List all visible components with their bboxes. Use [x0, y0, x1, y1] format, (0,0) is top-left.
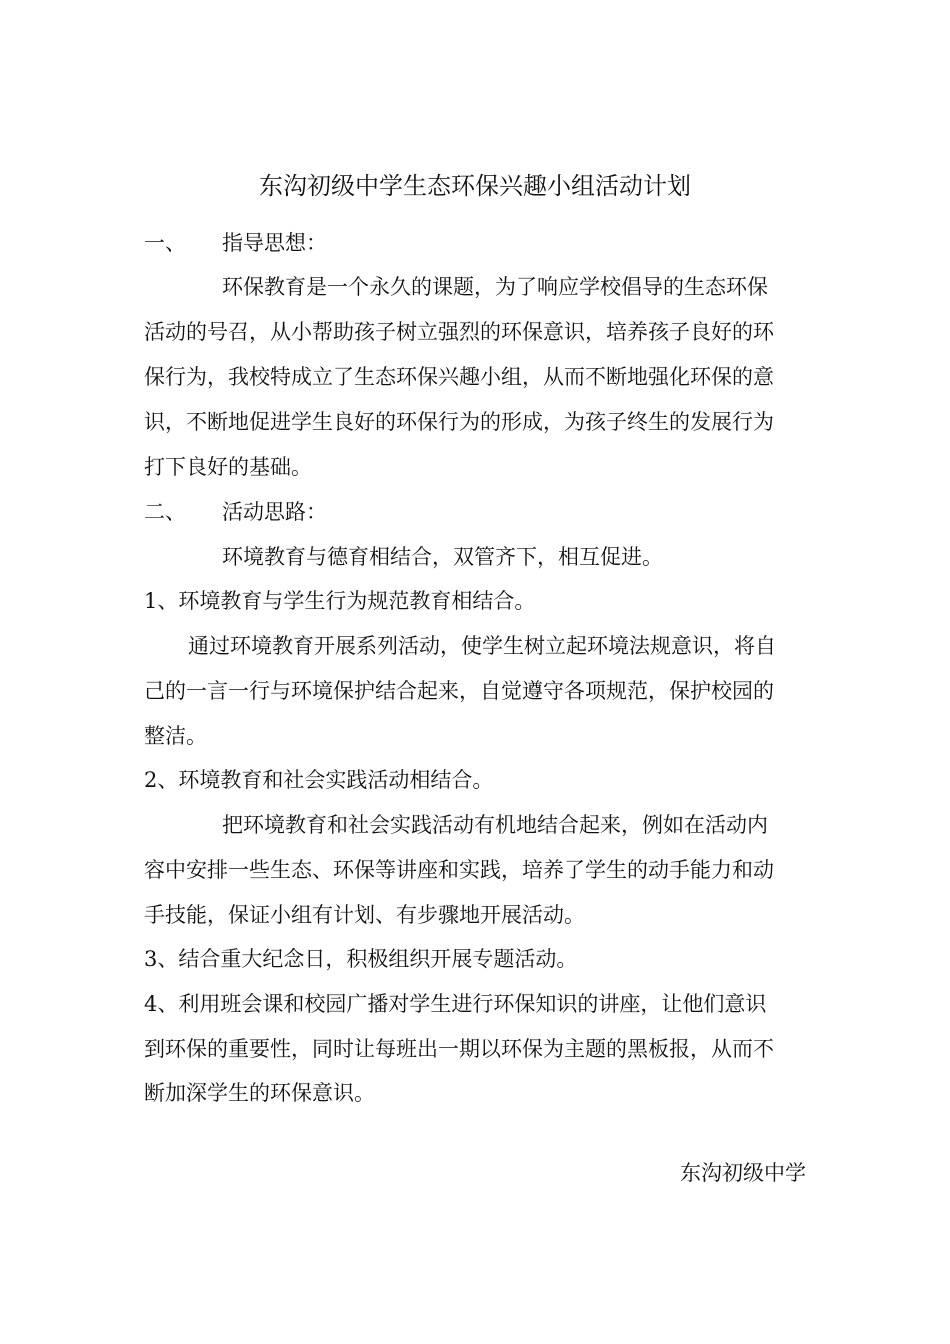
section2-intro: 环境教育与德育相结合，双管齐下，相互促进。	[222, 545, 663, 569]
item3-heading: 3、结合重大纪念日，积极组织开展专题活动。	[144, 947, 578, 971]
item4-line-2: 到环保的重要性，同时让每班出一期以环保为主题的黑板报，从而不	[144, 1037, 774, 1061]
section1-line-4: 识，不断地促进学生良好的环保行为的形成，为孩子终生的发展行为	[144, 410, 774, 434]
item2-line-2: 容中安排一些生态、环保等讲座和实践，培养了学生的动手能力和动	[144, 858, 774, 882]
item4-line-1: 4、利用班会课和校园广播对学生进行环保知识的讲座，让他们意识	[144, 992, 767, 1016]
section1-line-1: 环保教育是一个永久的课题，为了响应学校倡导的生态环保	[222, 275, 768, 299]
section2-number: 二、	[144, 500, 186, 524]
item2-line-1: 把环境教育和社会实践活动有机地结合起来，例如在活动内	[222, 813, 768, 837]
section1-line-2: 活动的号召，从小帮助孩子树立强烈的环保意识，培养孩子良好的环	[144, 320, 774, 344]
section1-line-3: 保行为，我校特成立了生态环保兴趣小组，从而不断地强化环保的意	[144, 365, 774, 389]
item1-line-2: 己的一言一行与环境保护结合起来，自觉遵守各项规范，保护校园的	[144, 679, 774, 703]
item1-line-3: 整洁。	[144, 724, 207, 748]
item1-heading: 1、环境教育与学生行为规范教育相结合。	[144, 589, 536, 613]
signature: 东沟初级中学	[680, 1161, 806, 1185]
item2-heading: 2、环境教育和社会实践活动相结合。	[144, 768, 494, 792]
section2-heading: 活动思路：	[222, 500, 327, 524]
section1-heading: 指导思想：	[222, 231, 327, 255]
item1-line-1: 通过环境教育开展系列活动，使学生树立起环境法规意识，将自	[188, 634, 776, 658]
item2-line-3: 手技能，保证小组有计划、有步骤地开展活动。	[144, 903, 585, 927]
document-title: 东沟初级中学生态环保兴趣小组活动计划	[259, 172, 691, 200]
section1-line-5: 打下良好的基础。	[144, 455, 312, 479]
section1-number: 一、	[144, 231, 186, 255]
item4-line-3: 断加深学生的环保意识。	[144, 1081, 375, 1105]
